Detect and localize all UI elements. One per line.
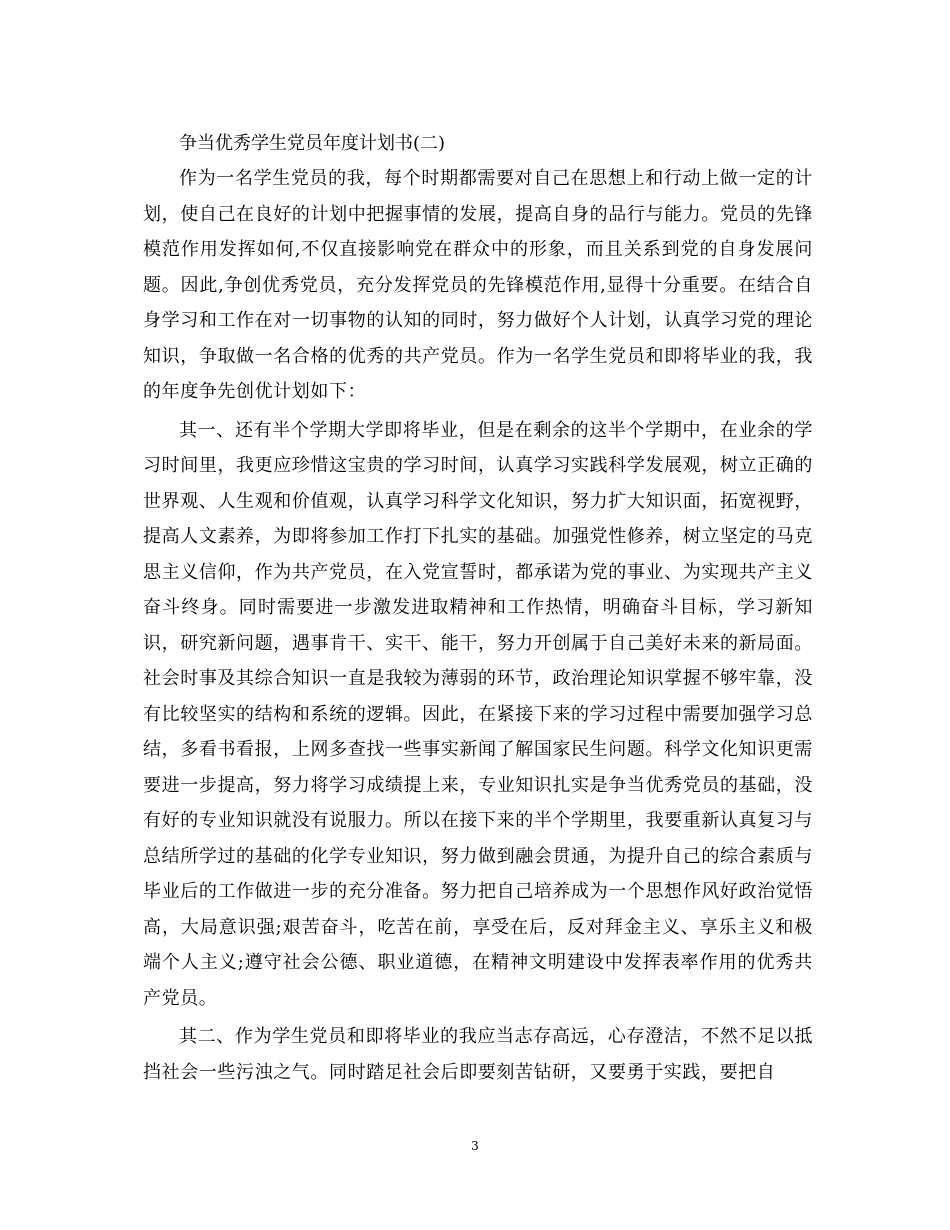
document-body bbox=[143, 128, 813, 1090]
paragraph-intro: 作为一名学生党员的我，每个时期都需要对自己在思想上和行动上做一定的计划，使自己在良好的计划中把握事情的发展，提高自身的品行与能力。党员的先锋模范作用发挥如何,不仅直接影响党在群众中的形象，而且关系到党的自身发展问题。因此,争创优秀党员，充分发挥党员的先锋模范作用,显得十分重要。在结合自身学习和工作在对一切事物的认知的同时，努力做好个人计划，认真学习党的理论知识，争取做一名合格的优秀的共产党员。作为一名学生党员和即将毕业的我，我的年度争先创优计划如下： bbox=[143, 168, 813, 402]
paragraph-point-two: 其二、作为学生党员和即将毕业的我应当志存高远，心存澄洁，不然不足以抵挡社会一些污浊之气。同时踏足社会后即要刻苦钻研，又要勇于实践，要把自 bbox=[143, 1026, 813, 1083]
page-number: 3 bbox=[471, 1139, 479, 1153]
document-title: 争当优秀学生党员年度计划书(二) bbox=[179, 133, 446, 154]
paragraph-point-one: 其一、还有半个学期大学即将毕业，但是在剩余的这半个学期中，在业余的学习时间里，我更应珍惜这宝贵的学习时间，认真学习实践科学发展观，树立正确的世界观、人生观和价值观，认真学习科学文化知识，努力扩大知识面，拓宽视野，提高人文素养，为即将参加工作打下扎实的基础。加强党性修养，树立坚定的马克思主义信仰，作为共产党员，在入党宣誓时，都承诺为党的事业、为实现共产主义奋斗终身。同时需要进一步激发进取精神和工作热情，明确奋斗目标，学习新知识，研究新问题，遇事肯干、实干、能干，努力开创属于自己美好未来的新局面。社会时事及其综合知识一直是我较为薄弱的环节，政治理论知识掌握不够牢靠，没有比较坚实的结构和系统的逻辑。因此，在紧接下来的学习过程中需要加强学习总结，多看书看报，上网多查找一些事实新闻了解国家民生问题。科学文化知识更需要进一步提高，努力将学习成绩提上来，专业知识扎实是争当优秀党员的基础，没有好的专业知识就没有说服力。所以在接下来的半个学期里，我要重新认真复习与总结所学过的基础的化学专业知识，努力做到融会贯通，为提升自己的综合素质与毕业后的工作做进一步的充分准备。努力把自己培养成为一个思想作风好政治觉悟高，大局意识强;艰苦奋斗，吃苦在前，享受在后，反对拜金主义、享乐主义和极端个人主义;遵守社会公德、职业道德，在精神文明建设中发挥表率作用的优秀共产党员。 bbox=[143, 419, 813, 1009]
